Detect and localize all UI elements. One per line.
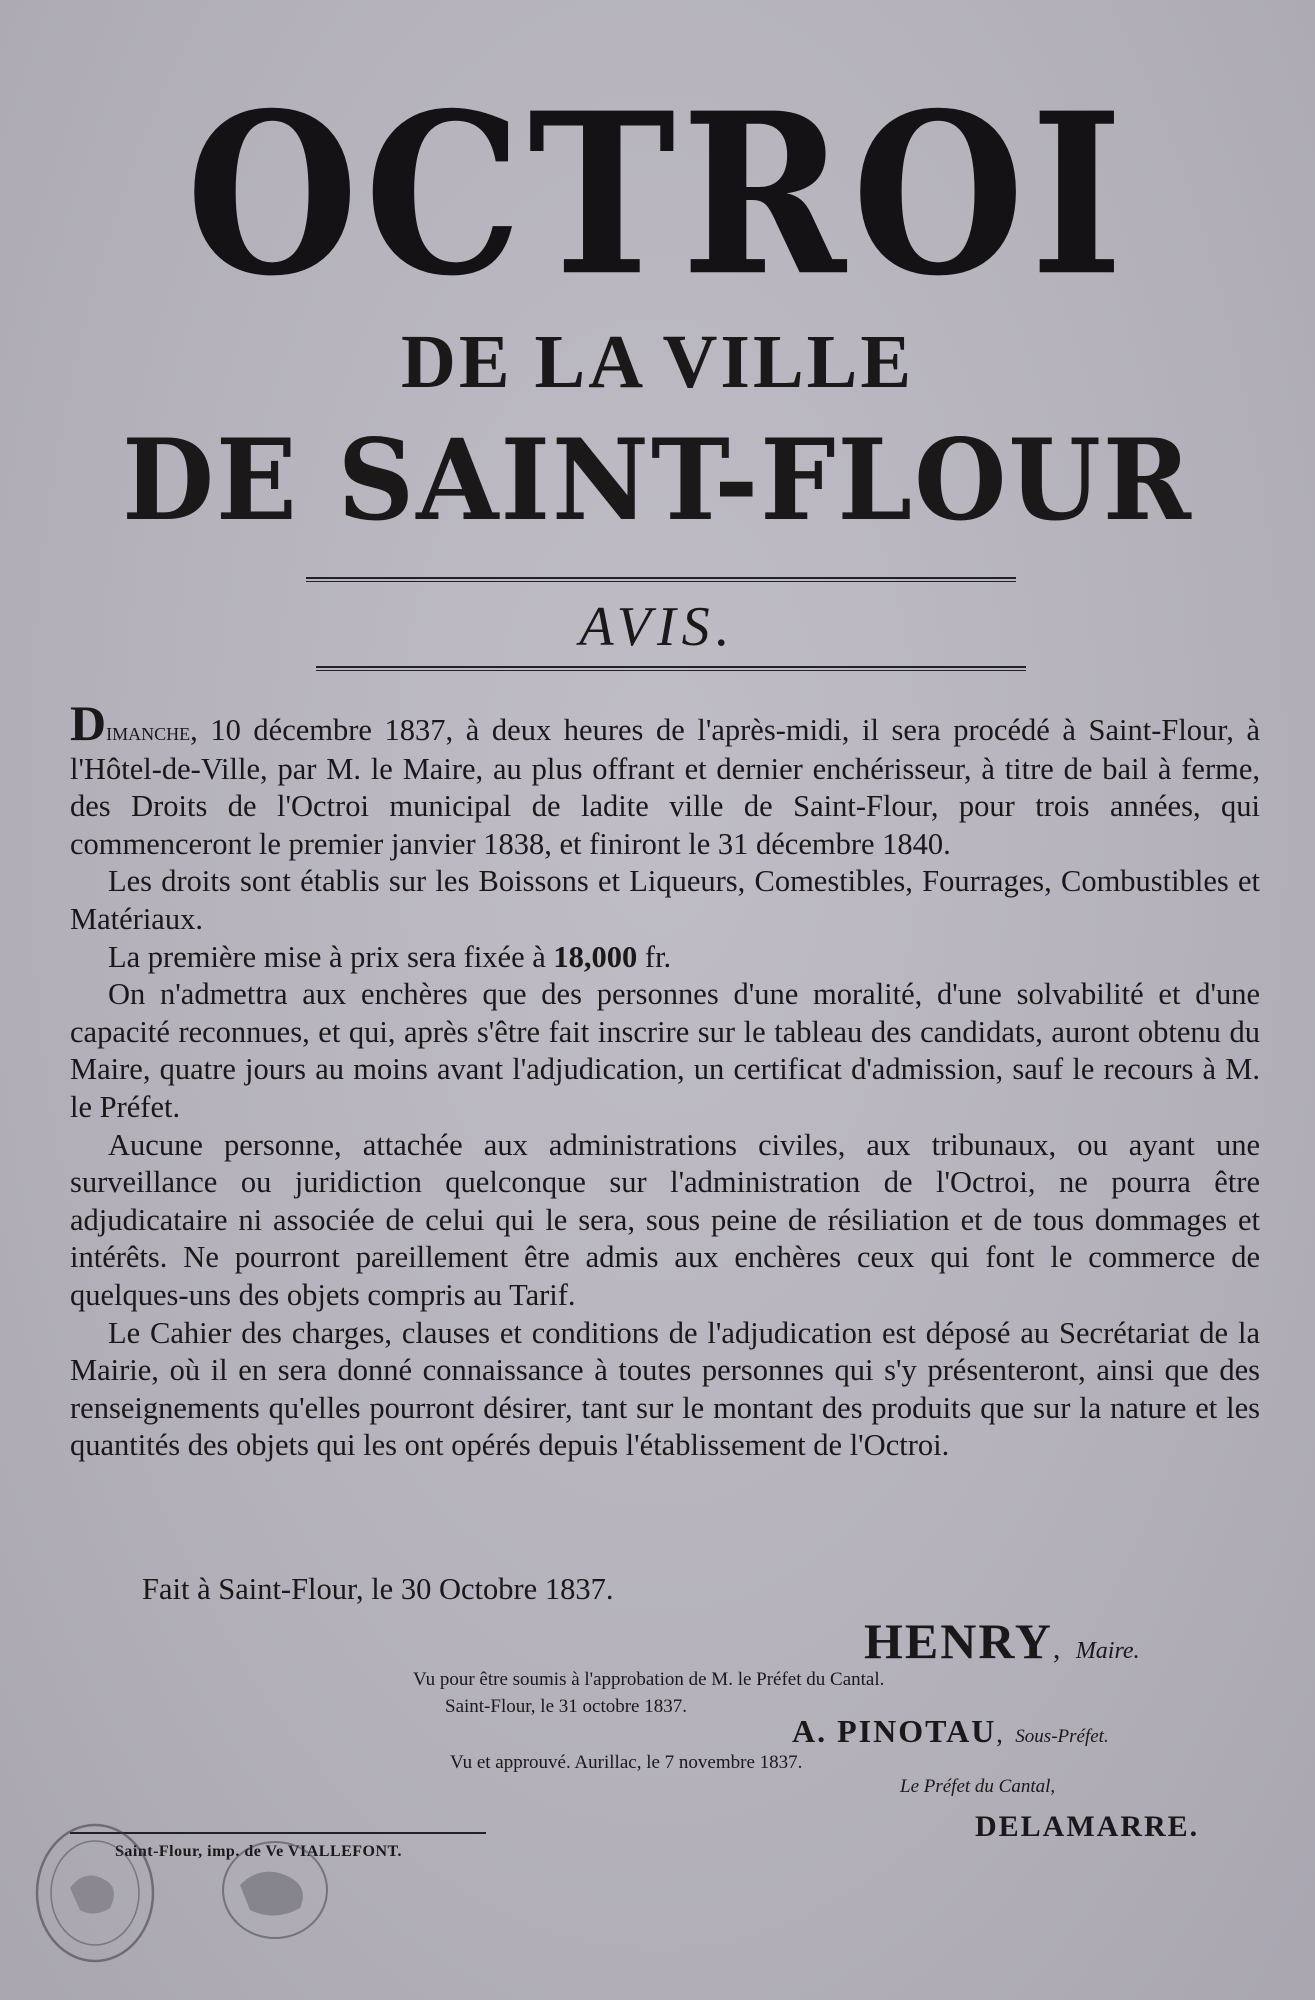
paragraph-admission: On n'admettra aux enchères que des personnes d'une moralité, d'une solvabilité et d'une capacité reconnues, et qui, après s'être fait inscrire sur le tableau des candidats, auront obtenu du Maire, quatre jours au moins avant l'adjudication, un certificat d'admission, sauf le recours à M. le Préfet. <box>70 977 1260 1124</box>
printer-imprint: Saint-Flour, imp. de Ve VIALLEFONT. <box>115 1843 403 1860</box>
approval-note-line2: Saint-Flour, le 31 octobre 1837. <box>445 1696 687 1717</box>
avis-heading: AVIS. <box>579 596 736 658</box>
subprefect-title: Sous-Préfet. <box>1015 1726 1109 1747</box>
dated-line: Fait à Saint-Flour, le 30 Octobre 1837. <box>142 1572 614 1606</box>
divider-top <box>306 577 1016 582</box>
paragraph-auction-date <box>70 695 1260 863</box>
approval-note-line1: Vu pour être soumis à l'approbation de M. le Préfet du Cantal. <box>413 1669 885 1690</box>
paragraph-starting-price <box>70 939 1260 977</box>
mayor-name: HENRY <box>864 1613 1053 1669</box>
paragraph-conditions: Le Cahier des charges, clauses et conditions de l'adjudication est déposé au Secrétariat de la Mairie, où il en sera donné connaissance à toutes personnes qui s'y présenteront, ainsi que des renseignements qu'elles pourront désirer, tant sur le montant des produits que sur la nature et les quantités des objets qui les ont opérés depuis l'établissement de l'Octroi. <box>70 1315 1260 1463</box>
dimanche-word: imanche <box>106 717 191 746</box>
starting-price-text: La première mise à prix sera fixée à <box>108 939 554 974</box>
approval-note-prefect: Vu et approuvé. Aurillac, le 7 novembre 1837. <box>450 1752 803 1773</box>
starting-price-amount: 18,000 <box>553 939 638 974</box>
starting-price-unit: fr. <box>637 939 672 974</box>
seal-stamp-icon <box>215 1830 345 1950</box>
signature-mayor: HENRY, Maire. <box>864 1613 1140 1669</box>
subprefect-name: A. PINOTAU <box>792 1713 997 1749</box>
prefect-label: Le Préfet du Cantal, <box>900 1776 1056 1797</box>
poster-title: OCTROI <box>185 63 1130 325</box>
paragraph-duties: Les droits sont établis sur les Boissons et Liqueurs, Comestibles, Fourrages, Combustibles et Matériaux. <box>70 864 1260 936</box>
approval-note-subprefect <box>413 1666 884 1720</box>
tax-stamp-icon <box>30 1818 160 1968</box>
paragraph-exclusions: Aucune personne, attachée aux administrations civiles, aux tribunaux, ou ayant une surveillance ou juridiction quelconque sur l'administration de l'Octroi, ne pourra être adjudicataire ni associée de celui qui le sera, sous peine de résiliation et de tous dommages et intérêts. Ne pourront pareillement être admis aux enchères ceux qui font le commerce de quelques-uns des objets compris au Tarif. <box>70 1127 1260 1312</box>
paragraph-auction-date-text: , 10 décembre 1837, à deux heures de l'après-midi, il sera procédé à Saint-Flour, à l'Hôtel-de-Ville, par M. le Maire, au plus offrant et dernier enchérisseur, à titre de bail à ferme, des Droits de l'Octroi municipal de ladite ville de Saint-Flour, pour trois années, qui commenceront le premier janvier 1838, et finiront le 31 décembre 1840. <box>70 713 1260 861</box>
signature-subprefect: A. PINOTAU, Sous-Préfet. <box>792 1713 1109 1749</box>
mayor-title: Maire. <box>1075 1638 1140 1664</box>
poster-subtitle: DE LA VILLE <box>400 320 915 404</box>
poster-city: DE SAINT-FLOUR <box>122 413 1193 546</box>
prefect-name: DELAMARRE. <box>975 1810 1200 1843</box>
notice-body <box>70 695 1260 1465</box>
drop-cap: D <box>70 695 107 751</box>
divider-bottom <box>316 666 1026 671</box>
